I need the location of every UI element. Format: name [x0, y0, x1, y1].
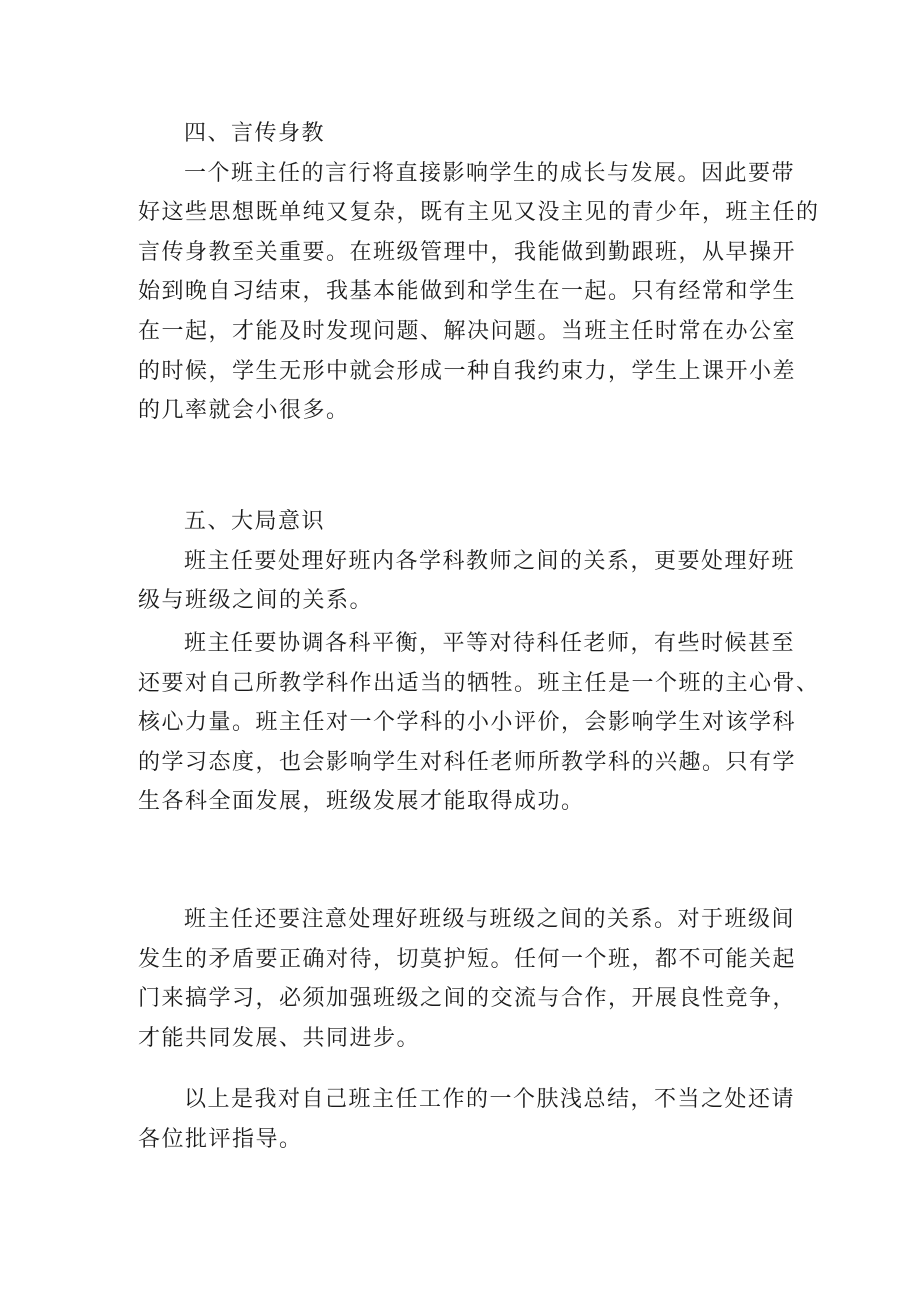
section-4-line-3: 言传身教至关重要。在班级管理中，我能做到勤跟班，从早操开	[138, 239, 797, 265]
section-5-p3-line-1: 班主任还要注意处理好班级与班级之间的关系。对于班级间	[184, 907, 796, 932]
section-5-p2-line-4: 的学习态度，也会影响学生对科任老师所教学科的兴趣。只有学	[138, 749, 797, 775]
section-5-p2-line-2: 还要对自己所教学科作出适当的牺牲。班主任是一个班的主心骨、	[138, 670, 820, 696]
section-5-p1-line-2: 级与班级之间的关系。	[138, 588, 374, 614]
conclusion-line-2: 各位批评指导。	[138, 1126, 303, 1152]
conclusion-line-1: 以上是我对自己班主任工作的一个肤浅总结，不当之处还请	[184, 1087, 796, 1112]
section-4-line-7: 的几率就会小很多。	[138, 398, 350, 424]
section-5-p3-line-3: 门来搞学习，必须加强班级之间的交流与合作，开展良性竞争，	[138, 986, 797, 1012]
section-4-heading: 四、言传身教	[184, 121, 326, 146]
section-5-paragraph-2	[138, 624, 820, 822]
section-4-line-5: 在一起，才能及时发现问题、解决问题。当班主任时常在办公室	[138, 318, 797, 344]
section-4-line-1: 一个班主任的言行将直接影响学生的成长与发展。因此要带	[184, 160, 796, 186]
section-4-line-4: 始到晚自习结束，我基本能做到和学生在一起。只有经常和学生	[138, 279, 797, 305]
section-4-line-6: 的时候，学生无形中就会形成一种自我约束力，学生上课开小差	[138, 358, 797, 384]
section-5-p2-line-5: 生各科全面发展，班级发展才能取得成功。	[138, 789, 585, 815]
section-5-p3-line-4: 才能共同发展、共同进步。	[138, 1025, 421, 1051]
section-5-p2-line-3: 核心力量。班主任对一个学科的小小评价，会影响学生对该学科	[138, 710, 797, 736]
section-4-line-2: 好这些思想既单纯又复杂，既有主见又没主见的青少年，班主任的	[138, 200, 820, 226]
section-5	[138, 502, 798, 621]
section-4	[138, 114, 820, 431]
section-5-p2-line-1: 班主任要协调各科平衡，平等对待科任老师，有些时候甚至	[184, 631, 796, 656]
conclusion	[138, 1080, 798, 1159]
section-5-heading: 五、大局意识	[184, 509, 326, 534]
section-5-p1-line-1: 班主任要处理好班内各学科教师之间的关系，更要处理好班	[184, 548, 796, 574]
section-5-p3-line-2: 发生的矛盾要正确对待，切莫护短。任何一个班，都不可能关起	[138, 946, 797, 972]
section-5-paragraph-3	[138, 900, 798, 1058]
